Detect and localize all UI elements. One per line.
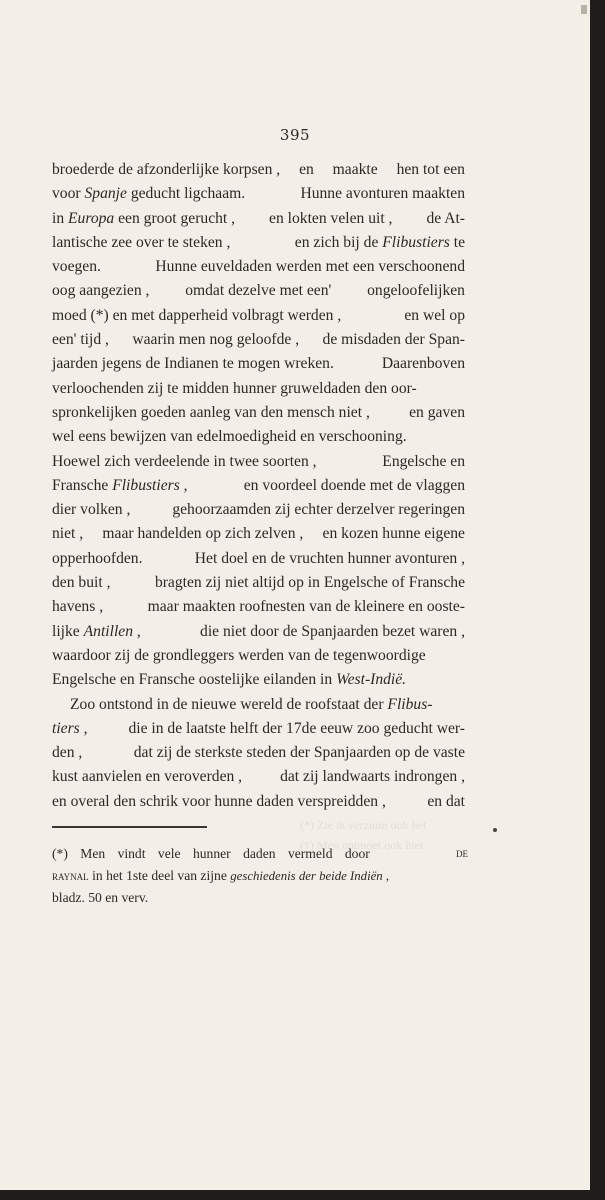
- text-group: [52, 474, 188, 498]
- text-segment: dat zij landwaarts indrongen ,: [280, 768, 465, 786]
- text-segment: een' tijd ,: [52, 331, 109, 349]
- text-group: [52, 182, 245, 206]
- text-group: [300, 182, 465, 206]
- text-line: [52, 207, 465, 231]
- footnote: [52, 843, 468, 909]
- scan-corner-mark: [581, 5, 587, 14]
- text-line: [52, 620, 465, 644]
- text-group: [132, 328, 299, 352]
- text-segment: maakte: [332, 161, 378, 178]
- scan-edge-bottom: [0, 1190, 605, 1200]
- text-segment: hen tot een: [396, 161, 465, 178]
- footnote-line-3: bladz. 50 en verv.: [52, 890, 149, 905]
- text-segment: Antillen: [83, 622, 133, 640]
- text-line: [52, 595, 465, 619]
- text-segment: opperhoofden.: [52, 549, 143, 567]
- text-segment: ,: [133, 622, 141, 640]
- text-segment: spronkelijken goeden aanleg van den mensch niet ,: [52, 403, 370, 421]
- text-group: [148, 595, 465, 619]
- text-segment: dier volken ,: [52, 501, 131, 519]
- text-segment: en dat: [427, 792, 465, 810]
- text-group: [52, 231, 230, 255]
- text-group: [382, 352, 465, 376]
- text-segment: oog aangezien ,: [52, 282, 150, 300]
- text-line: [52, 255, 465, 279]
- text-line: [52, 790, 465, 814]
- body-text: [52, 158, 465, 814]
- text-group: [427, 790, 465, 814]
- text-group: [134, 741, 465, 765]
- text-group: [52, 717, 88, 741]
- text-segment: lijke: [52, 622, 84, 640]
- text-segment: en zich bij de: [294, 233, 383, 251]
- text-group: [52, 644, 426, 668]
- text-line: [52, 425, 465, 449]
- text-line: [52, 474, 465, 498]
- text-group: [52, 790, 386, 814]
- text-segment: voor: [52, 185, 85, 203]
- text-group: [52, 741, 82, 765]
- text-line: [52, 182, 465, 206]
- text-line: [52, 231, 465, 255]
- text-line: [52, 304, 465, 328]
- footnote-line-2: raynal in het 1ste deel van zijne geschiedenis der beide Indiën ,: [52, 867, 390, 883]
- text-line: [52, 668, 465, 692]
- text-group: [195, 547, 465, 571]
- text-segment: omdat dezelve met een': [185, 282, 332, 300]
- text-group: [409, 401, 465, 425]
- text-group: [52, 401, 370, 425]
- text-group: [52, 377, 417, 401]
- text-group: [185, 279, 331, 303]
- text-group: [52, 158, 280, 182]
- text-group: [52, 765, 242, 789]
- text-segment: en lokten velen uit ,: [269, 209, 393, 227]
- text-segment: en kozen hunne eigene: [322, 525, 465, 543]
- text-group: [244, 474, 465, 498]
- text-line: [52, 279, 465, 303]
- text-group: [52, 450, 317, 474]
- text-group: [102, 522, 303, 546]
- text-segment: ,: [179, 476, 188, 494]
- text-segment: Engelsche en Fransche oostelijke eilanden in: [52, 671, 337, 689]
- text-line: [52, 571, 465, 595]
- text-segment: tiers: [52, 719, 80, 737]
- text-segment: bragten zij niet altijd op in Engelsche of Fransche: [154, 574, 465, 592]
- text-segment: Fransche: [52, 476, 113, 494]
- text-segment: waarin men nog geloofde ,: [132, 331, 300, 349]
- text-group: [155, 255, 465, 279]
- text-line: [52, 741, 465, 765]
- text-segment: ,: [79, 719, 88, 737]
- text-segment: kust aanvielen en veroverden ,: [52, 768, 243, 786]
- text-segment: en gaven: [409, 403, 465, 421]
- text-line: [52, 522, 465, 546]
- text-segment: verloochenden zij te midden hunner gruweldaden den oor-: [52, 379, 417, 397]
- text-group: [269, 207, 392, 231]
- text-group: [52, 571, 110, 595]
- text-group: [52, 207, 235, 231]
- text-line: [52, 450, 465, 474]
- footnote-rule: [52, 826, 207, 828]
- text-group: [382, 450, 465, 474]
- text-segment: den ,: [52, 744, 83, 762]
- text-group: [52, 547, 143, 571]
- text-group: [200, 620, 465, 644]
- text-group: [280, 765, 465, 789]
- text-segment: die niet door de Spanjaarden bezet waren ,: [200, 622, 465, 640]
- text-line: [52, 498, 465, 522]
- text-segment: moed (*) en met dapperheid volbragt werden ,: [52, 306, 342, 324]
- text-group: [128, 717, 465, 741]
- text-group: [155, 571, 465, 595]
- text-segment: geducht ligchaam.: [126, 185, 246, 203]
- text-group: [52, 522, 83, 546]
- text-segment: die in de laatste helft der 17de eeuw zoo geducht wer-: [128, 719, 465, 737]
- page-number: 395: [279, 126, 311, 144]
- text-segment: de misdaden der Span-: [322, 331, 465, 349]
- text-segment: ongeloofelijken: [367, 282, 465, 300]
- text-segment: Spanje: [84, 185, 127, 203]
- text-group: [295, 231, 465, 255]
- text-segment: Engelsche en: [382, 452, 465, 470]
- text-segment: in: [52, 209, 69, 227]
- text-segment: maar maakten roofnesten van de kleinere en ooste-: [147, 598, 465, 616]
- text-segment: dat zij de sterkste steden der Spanjaarden op de vaste: [133, 744, 465, 762]
- text-line: [52, 717, 465, 741]
- text-group: [323, 328, 465, 352]
- text-segment: havens ,: [52, 598, 104, 616]
- text-segment: Flibustiers: [112, 476, 180, 494]
- bleed-through-text: (*) Zie ik verzuim ook het (†) Men ontmoet ook hiet: [300, 818, 427, 852]
- text-group: [52, 595, 103, 619]
- text-group: [367, 279, 465, 303]
- text-group: [172, 498, 465, 522]
- text-segment: jaarden jegens de Indianen te mogen wreken.: [52, 355, 334, 373]
- text-segment: den buit ,: [52, 574, 111, 592]
- text-group: [52, 255, 101, 279]
- text-line: [52, 547, 465, 571]
- text-group: [333, 158, 378, 182]
- text-segment: waardoor zij de grondleggers werden van de tegenwoordige: [52, 646, 426, 664]
- text-group: [52, 498, 130, 522]
- text-group: [404, 304, 465, 328]
- text-segment: lantische zee over te steken ,: [52, 233, 231, 251]
- text-group: [52, 620, 141, 644]
- text-group: [426, 207, 465, 231]
- text-group: [52, 328, 109, 352]
- text-segment: Hunne avonturen maakten: [300, 185, 465, 203]
- text-segment: de At-: [426, 209, 465, 227]
- text-group: [323, 522, 465, 546]
- text-segment: een groot gerucht ,: [114, 209, 236, 227]
- text-segment: broederde de afzonderlijke korpsen ,: [52, 161, 281, 178]
- paper-speck: [493, 828, 497, 832]
- text-group: [52, 279, 149, 303]
- text-group: [397, 158, 465, 182]
- text-line: [52, 377, 465, 401]
- text-segment: Flibus-: [387, 695, 433, 713]
- text-group: [52, 425, 407, 449]
- text-line: [52, 328, 465, 352]
- text-line: [52, 401, 465, 425]
- text-line: [52, 693, 465, 717]
- text-segment: maar handelden op zich zelven ,: [102, 525, 304, 543]
- text-segment: Daarenboven: [381, 355, 465, 373]
- text-group: [52, 668, 406, 692]
- text-segment: Europa: [68, 209, 115, 227]
- text-segment: niet ,: [52, 525, 84, 543]
- text-segment: wel eens bewijzen van edelmoedigheid en verschooning.: [52, 428, 407, 446]
- text-group: [52, 352, 334, 376]
- text-segment: gehoorzaamden zij echter derzelver regeringen: [172, 501, 465, 519]
- text-group: [52, 304, 341, 328]
- text-segment: Zoo ontstond in de nieuwe wereld de roofstaat der: [70, 695, 388, 713]
- footnote-line-1: (*) Men vindt vele hunner daden vermeld door de: [52, 846, 468, 861]
- text-segment: Flibustiers: [382, 233, 450, 251]
- text-segment: West-Indië.: [336, 671, 407, 689]
- text-segment: en wel op: [404, 306, 465, 324]
- text-segment: en voordeel doende met de vlaggen: [243, 476, 465, 494]
- text-segment: voegen.: [52, 258, 101, 276]
- text-segment: te: [449, 233, 465, 251]
- text-segment: Hoewel zich verdeelende in twee soorten ,: [52, 452, 317, 470]
- text-segment: Het doel en de vruchten hunner avonturen ,: [194, 549, 465, 567]
- text-line: [52, 765, 465, 789]
- text-segment: en: [299, 161, 314, 178]
- text-segment: Hunne euveldaden werden met een verschoonend: [155, 258, 465, 276]
- text-line: [52, 644, 465, 668]
- scan-edge-right: [590, 0, 605, 1200]
- text-line: [52, 352, 465, 376]
- text-line: [52, 158, 465, 182]
- text-group: [70, 693, 432, 717]
- text-segment: en overal den schrik voor hunne daden verspreidden ,: [52, 792, 386, 810]
- text-group: [299, 158, 314, 182]
